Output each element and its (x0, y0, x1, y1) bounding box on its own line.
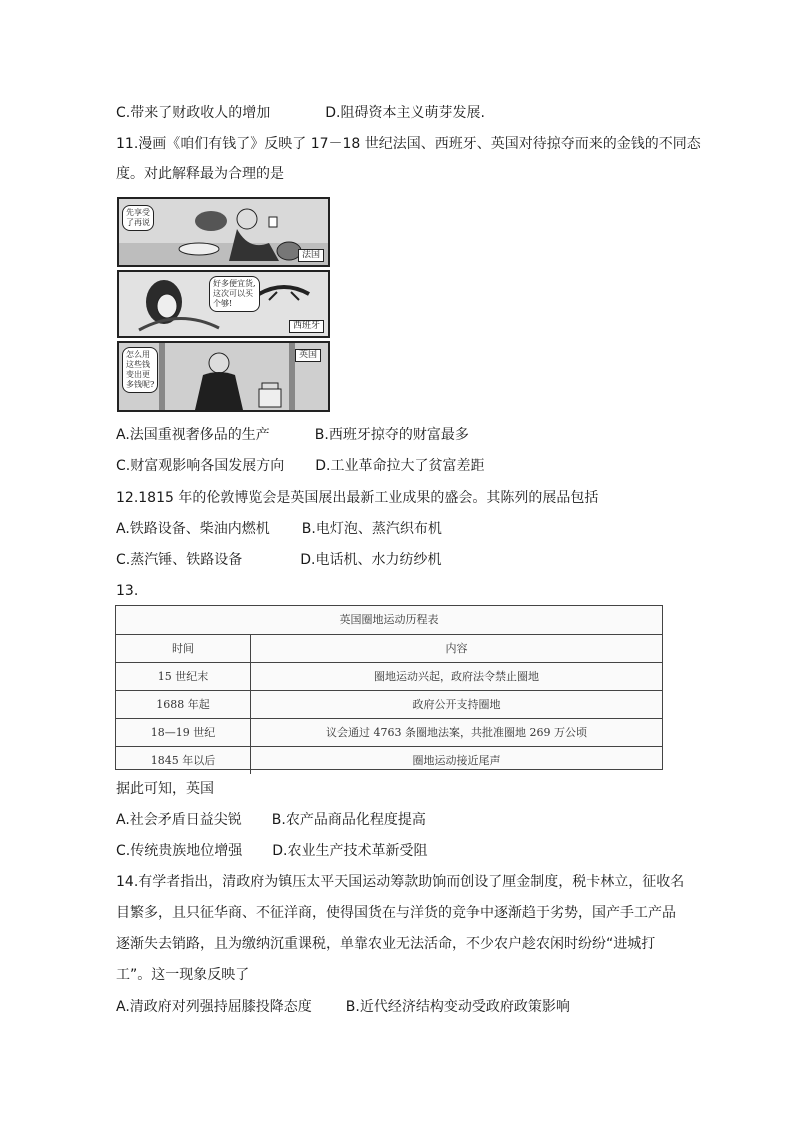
table-cell-content: 政府公开支持圈地 (412, 698, 501, 711)
q12-options-row-ab (116, 519, 442, 539)
table-cell-content: 圈地运动接近尾声 (412, 754, 501, 767)
q11-option-a: A.法国重视奢侈品的生产 (116, 427, 270, 443)
q13-option-c: C.传统贵族地位增强 (116, 843, 243, 859)
table-header-row (116, 635, 662, 663)
q14-stem-line4: 工”。这一现象反映了 (116, 967, 250, 983)
table-cell-time: 1845 年以后 (116, 747, 251, 774)
spain-speech-bubble: 好多便宜货, 这次可以买 个够! (209, 276, 260, 312)
table-cell-content: 圈地运动兴起，政府法令禁止圈地 (374, 670, 539, 683)
q13-number: 13. (116, 583, 139, 599)
table-header-time: 时间 (116, 635, 251, 662)
table-cell-time: 18—19 世纪 (116, 719, 251, 746)
q11-option-b: B.西班牙掠夺的财富最多 (314, 427, 469, 443)
q14-option-b: B.近代经济结构变动受政府政策影响 (345, 999, 570, 1015)
table-row (116, 747, 662, 774)
q11-comic (117, 197, 330, 412)
q10-option-d: D.阻碍资本主义萌芽发展. (325, 105, 485, 121)
q11-option-c: C.财富观影响各国发展方向 (116, 458, 285, 474)
q14-options-row-ab (116, 997, 570, 1017)
q12-option-a: A.铁路设备、柴油内燃机 (116, 521, 270, 537)
comic-panel-england (117, 341, 330, 412)
q11-stem-line2: 度。对此解释最为合理的是 (116, 166, 284, 182)
comic-panel-spain (117, 270, 330, 338)
q13-options-row-ab (116, 810, 426, 830)
france-label: 法国 (298, 249, 324, 262)
table-caption: 英国圈地运动历程表 (116, 606, 662, 635)
q13-option-a: A.社会矛盾日益尖锐 (116, 812, 242, 828)
q14-stem-line1: 14.有学者指出，清政府为镇压太平天国运动筹款助饷而创设了厘金制度，税卡林立，征收名 (116, 874, 685, 890)
table-row (116, 719, 662, 747)
q10-option-c: C.带来了财政收人的增加 (116, 105, 271, 121)
q13-stem: 据此可知，英国 (116, 781, 214, 797)
france-speech-bubble: 先享受 了再说 (122, 205, 154, 231)
table-cell-time: 15 世纪末 (116, 663, 251, 690)
table-header-content: 内容 (445, 642, 468, 655)
q11-options-row-cd (116, 456, 484, 476)
table-cell-time: 1688 年起 (116, 691, 251, 718)
table-cell-content: 议会通过 4763 条圈地法案，共批准圈地 269 万公顷 (326, 726, 587, 739)
q11-stem-line1: 11.漫画《咱们有钱了》反映了 17－18 世纪法国、西班牙、英国对待掠夺而来的金钱的不同态 (116, 136, 701, 152)
q12-options-row-cd (116, 550, 441, 570)
q12-option-c: C.蒸汽锤、铁路设备 (116, 552, 243, 568)
q14-stem-line2: 目繁多，且只征华商、不征洋商，使得国货在与洋货的竞争中逐渐趋于劣势，国产手工产品 (116, 905, 676, 921)
q14-stem-line3: 逐渐失去销路，且为缴纳沉重课税，单靠农业无法活命，不少农户趁农闲时纷纷“进城打 (116, 936, 656, 952)
england-speech-bubble: 怎么用 这些钱 变出更 多钱呢? (122, 347, 158, 393)
q13-option-b: B.农产品商品化程度提高 (271, 812, 426, 828)
q12-option-b: B.电灯泡、蒸汽织布机 (301, 521, 442, 537)
q12-stem: 12.1815 年的伦敦博览会是英国展出最新工业成果的盛会。其陈列的展品包括 (116, 490, 599, 506)
table-row (116, 663, 662, 691)
q13-option-d: D.农业生产技术革新受阻 (272, 843, 428, 859)
comic-panel-france (117, 197, 330, 267)
q13-options-row-cd (116, 841, 427, 861)
q10-options-row-cd (116, 103, 485, 123)
england-label: 英国 (295, 349, 321, 362)
q14-option-a: A.清政府对列强持屈膝投降态度 (116, 999, 312, 1015)
table-row (116, 691, 662, 719)
q11-option-d: D.工业革命拉大了贫富差距 (315, 458, 485, 474)
q11-options-row-ab (116, 425, 469, 445)
q13-enclosure-table (115, 605, 663, 770)
spain-label: 西班牙 (289, 320, 324, 333)
q12-option-d: D.电话机、水力纺纱机 (300, 552, 442, 568)
